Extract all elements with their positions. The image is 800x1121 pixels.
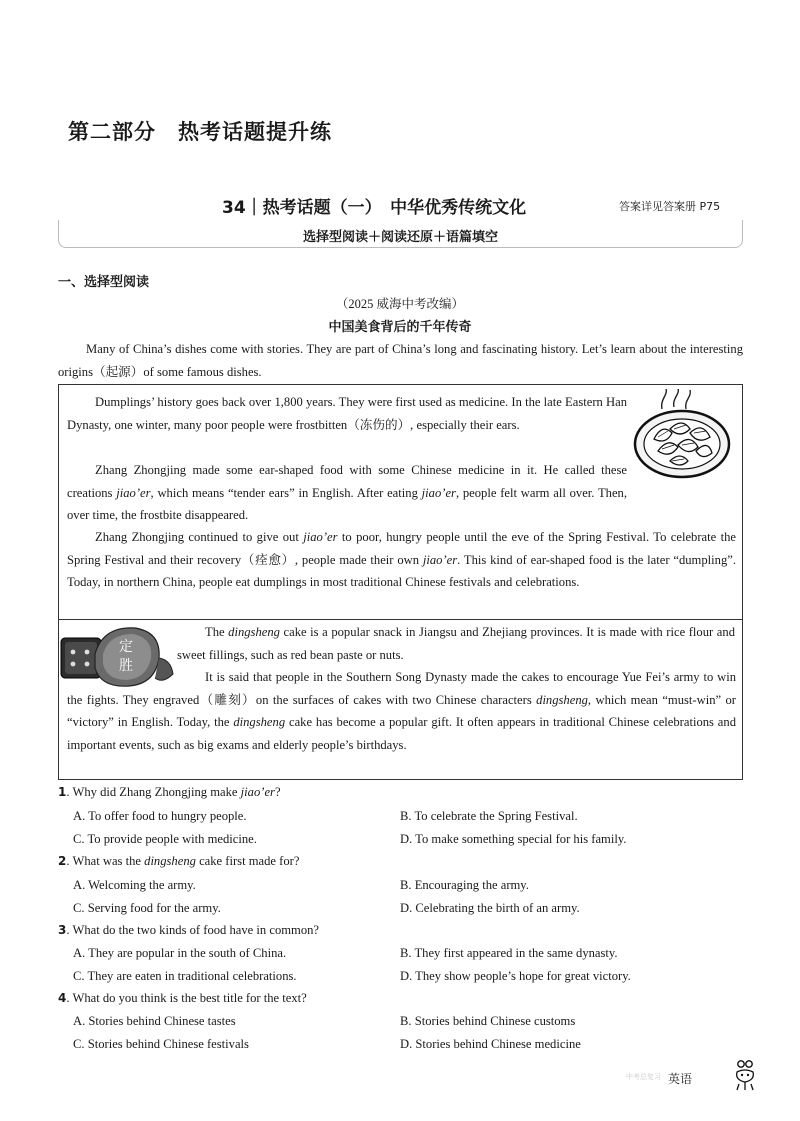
question-2-stem: 2. What was the dingsheng cake first made for? (58, 854, 300, 868)
question-1-option-d[interactable]: D. To make something special for his family. (400, 832, 627, 846)
dumplings-paragraph-2: Zhang Zhongjing made some ear-shaped food with some Chinese medicine in it. He called these creations jiao’er, which means “tender ears” in English. After eating jiao’er, people felt warm all over. Then, over time, the frostbite disappeared. (67, 463, 628, 522)
question-4-option-c[interactable]: C. Stories behind Chinese festivals (73, 1037, 249, 1051)
question-1-option-b[interactable]: B. To celebrate the Spring Festival. (400, 809, 578, 823)
question-4-option-d[interactable]: D. Stories behind Chinese medicine (400, 1037, 581, 1051)
dumplings-paragraph-1: Dumplings’ history goes back over 1,800 years. They were first used as medicine. In the late Eastern Han Dynasty, one winter, many poor people were frostbitten（冻伤的）, especially their ears. (67, 395, 627, 432)
unit-title: 34｜热考话题（一） 中华优秀传统文化 (222, 198, 527, 218)
question-2-option-d[interactable]: D. Celebrating the birth of an army. (400, 901, 580, 915)
part-title: 第二部分 热考话题提升练 (68, 120, 332, 144)
dumplings-paragraph-3: Zhang Zhongjing continued to give out jiao’er to poor, hungry people until the eve of the Spring Festival. To celebrate the Spring Festival and their recovery（痊愈）, people made their own jiao’er. This kind of ear-shaped food is the later “dumpling”. Today, in northern China, people eat dumplings in most traditional Chinese festivals and celebrations. (67, 530, 736, 589)
question-2-option-b[interactable]: B. Encouraging the army. (400, 878, 529, 892)
question-3-option-d[interactable]: D. They show people’s hope for great victory. (400, 969, 631, 983)
passage-source: （2025 威海中考改编） (335, 297, 465, 311)
intro-paragraph: Many of China’s dishes come with stories. They are part of China’s long and fascinating history. Let’s learn about the interesting origins（起源）of some famous dishes. (58, 342, 743, 379)
question-1-stem: 1. Why did Zhang Zhongjing make jiao’er? (58, 785, 281, 799)
answer-reference: 答案详见答案册 P75 (619, 200, 721, 213)
question-3-option-b[interactable]: B. They first appeared in the same dynasty. (400, 946, 618, 960)
dingsheng-paragraph-1: The dingsheng cake is a popular snack in Jiangsu and Zhejiang provinces. It is made with rice flour and sweet fillings, such as red bean paste or nuts. (177, 625, 735, 662)
subtitle-bar (58, 220, 743, 248)
dingsheng-paragraph-2: It is said that people in the Southern Song Dynasty made the cakes to encourage Yue Fei’s army to win the fights. They engraved（雕刻）on the surfaces of cakes with two Chinese characters dingsheng, which mean “must-win” or “victory” in English. Today, the dingsheng cake has become a popular gift. It often appears in traditional Chinese celebrations and important events, such as big exams and elderly people’s birthdays. (67, 670, 736, 752)
section-heading: 一、选择型阅读 (58, 275, 150, 290)
dumplings-box (58, 384, 743, 620)
question-1-option-c[interactable]: C. To provide people with medicine. (73, 832, 257, 846)
question-4-option-a[interactable]: A. Stories behind Chinese tastes (73, 1014, 236, 1028)
question-3-option-c[interactable]: C. They are eaten in traditional celebrations. (73, 969, 297, 983)
question-1-option-a[interactable]: A. To offer food to hungry people. (73, 809, 247, 823)
mascot-icon (733, 1058, 757, 1092)
cake-character-sheng: 胜 (119, 658, 133, 674)
footer-faded-label: 中考总复习 (626, 1073, 661, 1081)
passage-title: 中国美食背后的千年传奇 (328, 320, 472, 335)
question-3-stem: 3. What do the two kinds of food have in common? (58, 923, 320, 937)
dingsheng-box (58, 618, 743, 780)
question-3-option-a[interactable]: A. They are popular in the south of China. (73, 946, 287, 960)
dumplings-plate-illustration (632, 389, 732, 481)
subtitle: 选择型阅读＋阅读还原＋语篇填空 (302, 230, 498, 245)
cake-character-ding: 定 (119, 639, 133, 655)
question-4-stem: 4. What do you think is the best title for the text? (58, 991, 307, 1005)
question-2-option-c[interactable]: C. Serving food for the army. (73, 901, 221, 915)
footer-subject: 英语 (668, 1072, 693, 1086)
question-2-option-a[interactable]: A. Welcoming the army. (73, 878, 196, 892)
question-4-option-b[interactable]: B. Stories behind Chinese customs (400, 1014, 576, 1028)
